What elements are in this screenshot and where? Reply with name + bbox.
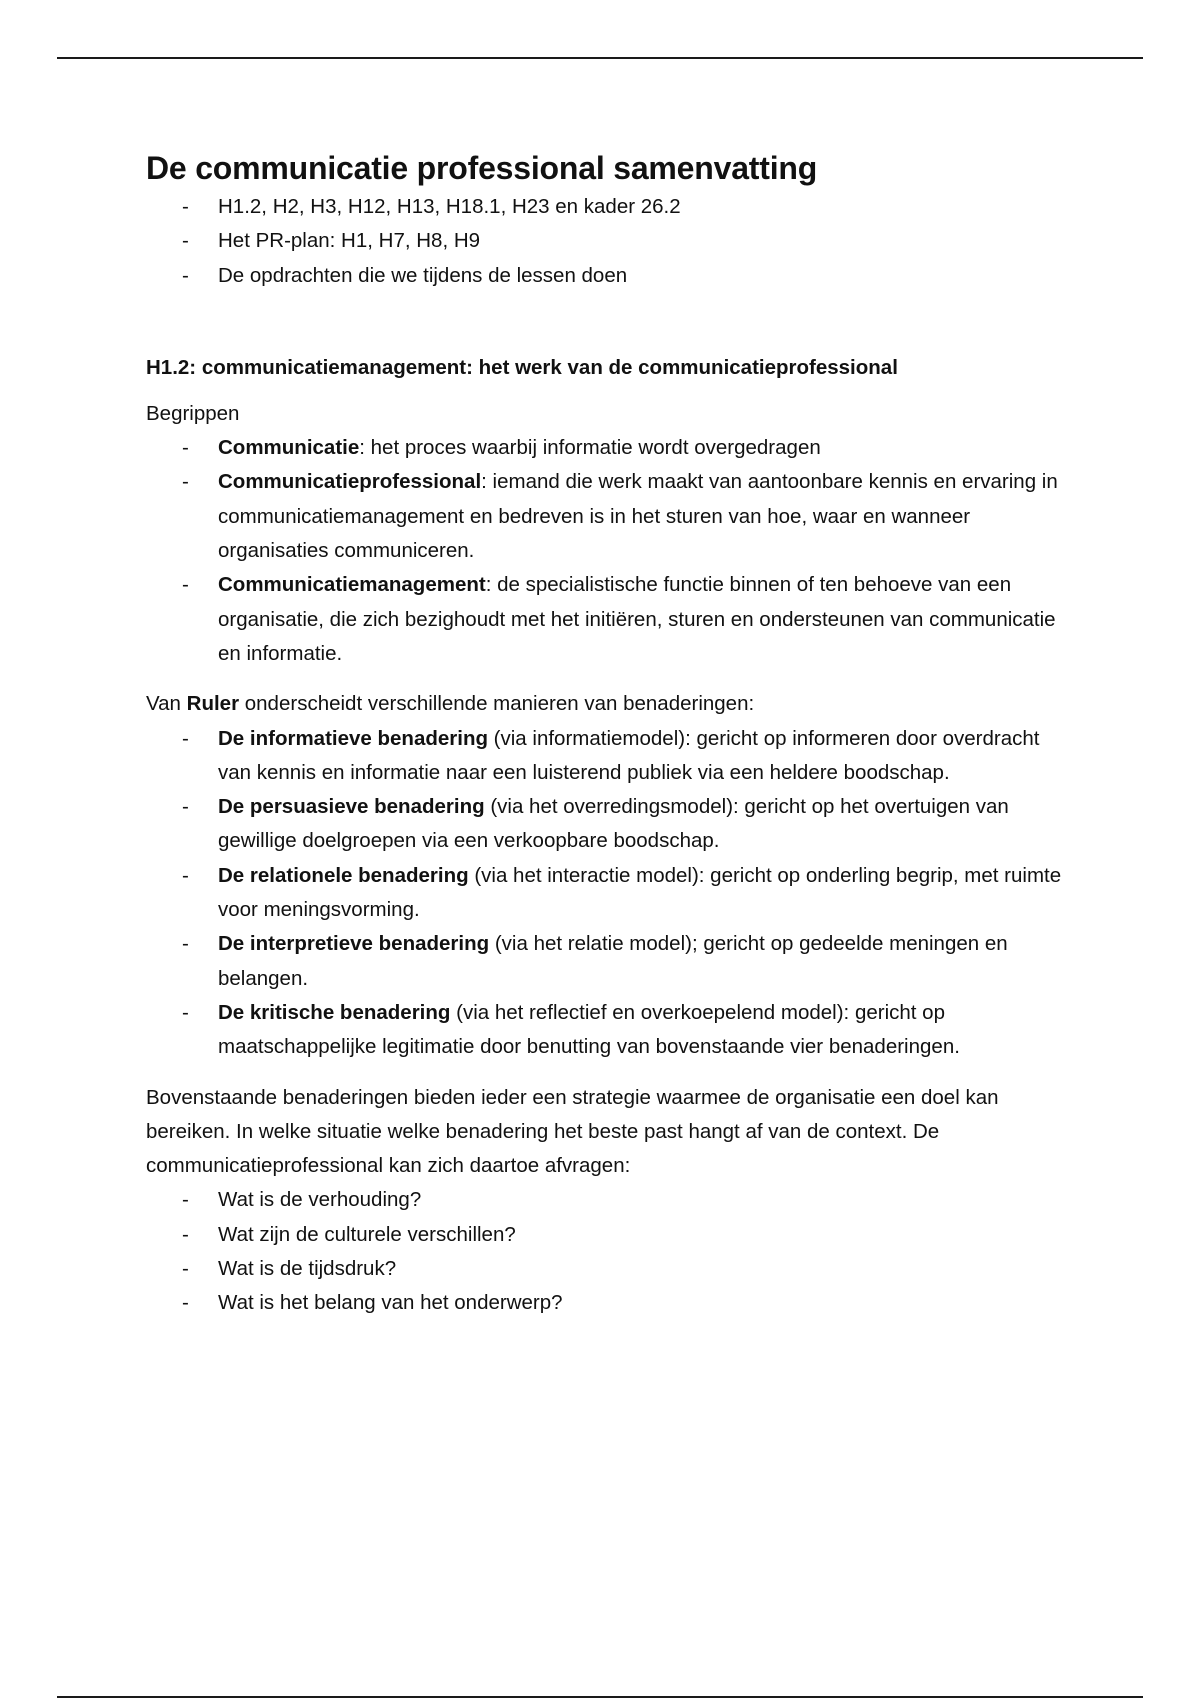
document-title: De communicatie professional samenvatting [146,150,818,186]
definition-term: Communicatie [218,436,360,460]
concepts-label: Begrippen [146,401,240,425]
definition-text: : de specialistische functie binnen of ten behoeve van een organisatie, die zich bezighoudt met het initiëren, sturen en ondersteunen van communicatie en informatie. [218,573,1056,665]
definition-item [146,465,1066,568]
approach-item [146,790,1066,859]
approach-item [146,996,1066,1065]
definition-text: : het proces waarbij informatie wordt overgedragen [359,436,821,460]
list-item: - Het PR-plan: H1, H7, H8, H9 [146,224,1066,258]
definitions-list [146,431,1066,671]
definition-term: Communicatiemanagement [218,573,486,597]
document-body [146,146,1066,1321]
definition-item [146,568,1066,671]
questions-list [146,1183,1066,1320]
list-item: - De opdrachten die we tijdens de lessen doen [146,259,1066,293]
bottom-rule [57,1696,1143,1698]
ruler-intro-post: onderscheidt verschillende manieren van benaderingen: [239,692,755,716]
approach-item [146,927,1066,996]
ruler-intro-pre: Van [146,692,187,716]
question-item: - Wat is de verhouding? [146,1183,1066,1217]
approach-item [146,722,1066,791]
approach-text: (via het reflectief en overkoepelend model): gericht op maatschappelijke legitimatie door benutting van bovenstaande vier benaderingen. [218,1000,960,1059]
approach-term: De persuasieve benadering [218,795,485,819]
approach-term: De relationele benadering [218,863,469,887]
ruler-intro [146,687,1066,721]
approach-text: (via het relatie model); gericht op gedeelde meningen en belangen. [218,932,1008,990]
approach-term: De interpretieve benadering [218,932,490,956]
ruler-name: Ruler [186,692,240,716]
definition-item [146,431,1066,465]
list-item: - H1.2, H2, H3, H12, H13, H18.1, H23 en kader 26.2 [146,190,1066,224]
approach-term: De kritische benadering [218,1000,451,1024]
question-item: - Wat is het belang van het onderwerp? [146,1286,1066,1320]
approaches-list [146,722,1066,1065]
question-item: - Wat zijn de culturele verschillen? [146,1218,1066,1252]
approach-text: (via informatiemodel): gericht op informeren door overdracht van kennis en informatie naar een luisterend publiek via een heldere boodschap. [218,726,1040,784]
approach-text: (via het interactie model): gericht op onderling begrip, met ruimte voor meningsvorming. [218,863,1062,922]
top-rule [57,57,1143,59]
approach-term: De informatieve benadering [218,726,488,750]
approach-item [146,859,1066,928]
summary-paragraph: Bovenstaande benaderingen bieden ieder een strategie waarmee de organisatie een doel kan bereiken. In welke situatie welke benadering het beste past hangt af van de context. De communicatieprofessional kan zich daartoe afvragen: [146,1085,999,1178]
scope-list [146,190,1066,293]
definition-term: Communicatieprofessional [218,470,482,494]
definition-text: : iemand die werk maakt van aantoonbare kennis en ervaring in communicatiemanagement en bedreven is in het sturen van hoe, waar en wanneer organisaties communiceren. [218,470,1058,563]
section-heading: H1.2: communicatiemanagement: het werk van de communicatieprofessional [146,355,898,379]
question-item: - Wat is de tijdsdruk? [146,1252,1066,1286]
approach-text: (via het overredingsmodel): gericht op het overtuigen van gewillige doelgroepen via een verkoopbare boodschap. [218,795,1009,853]
